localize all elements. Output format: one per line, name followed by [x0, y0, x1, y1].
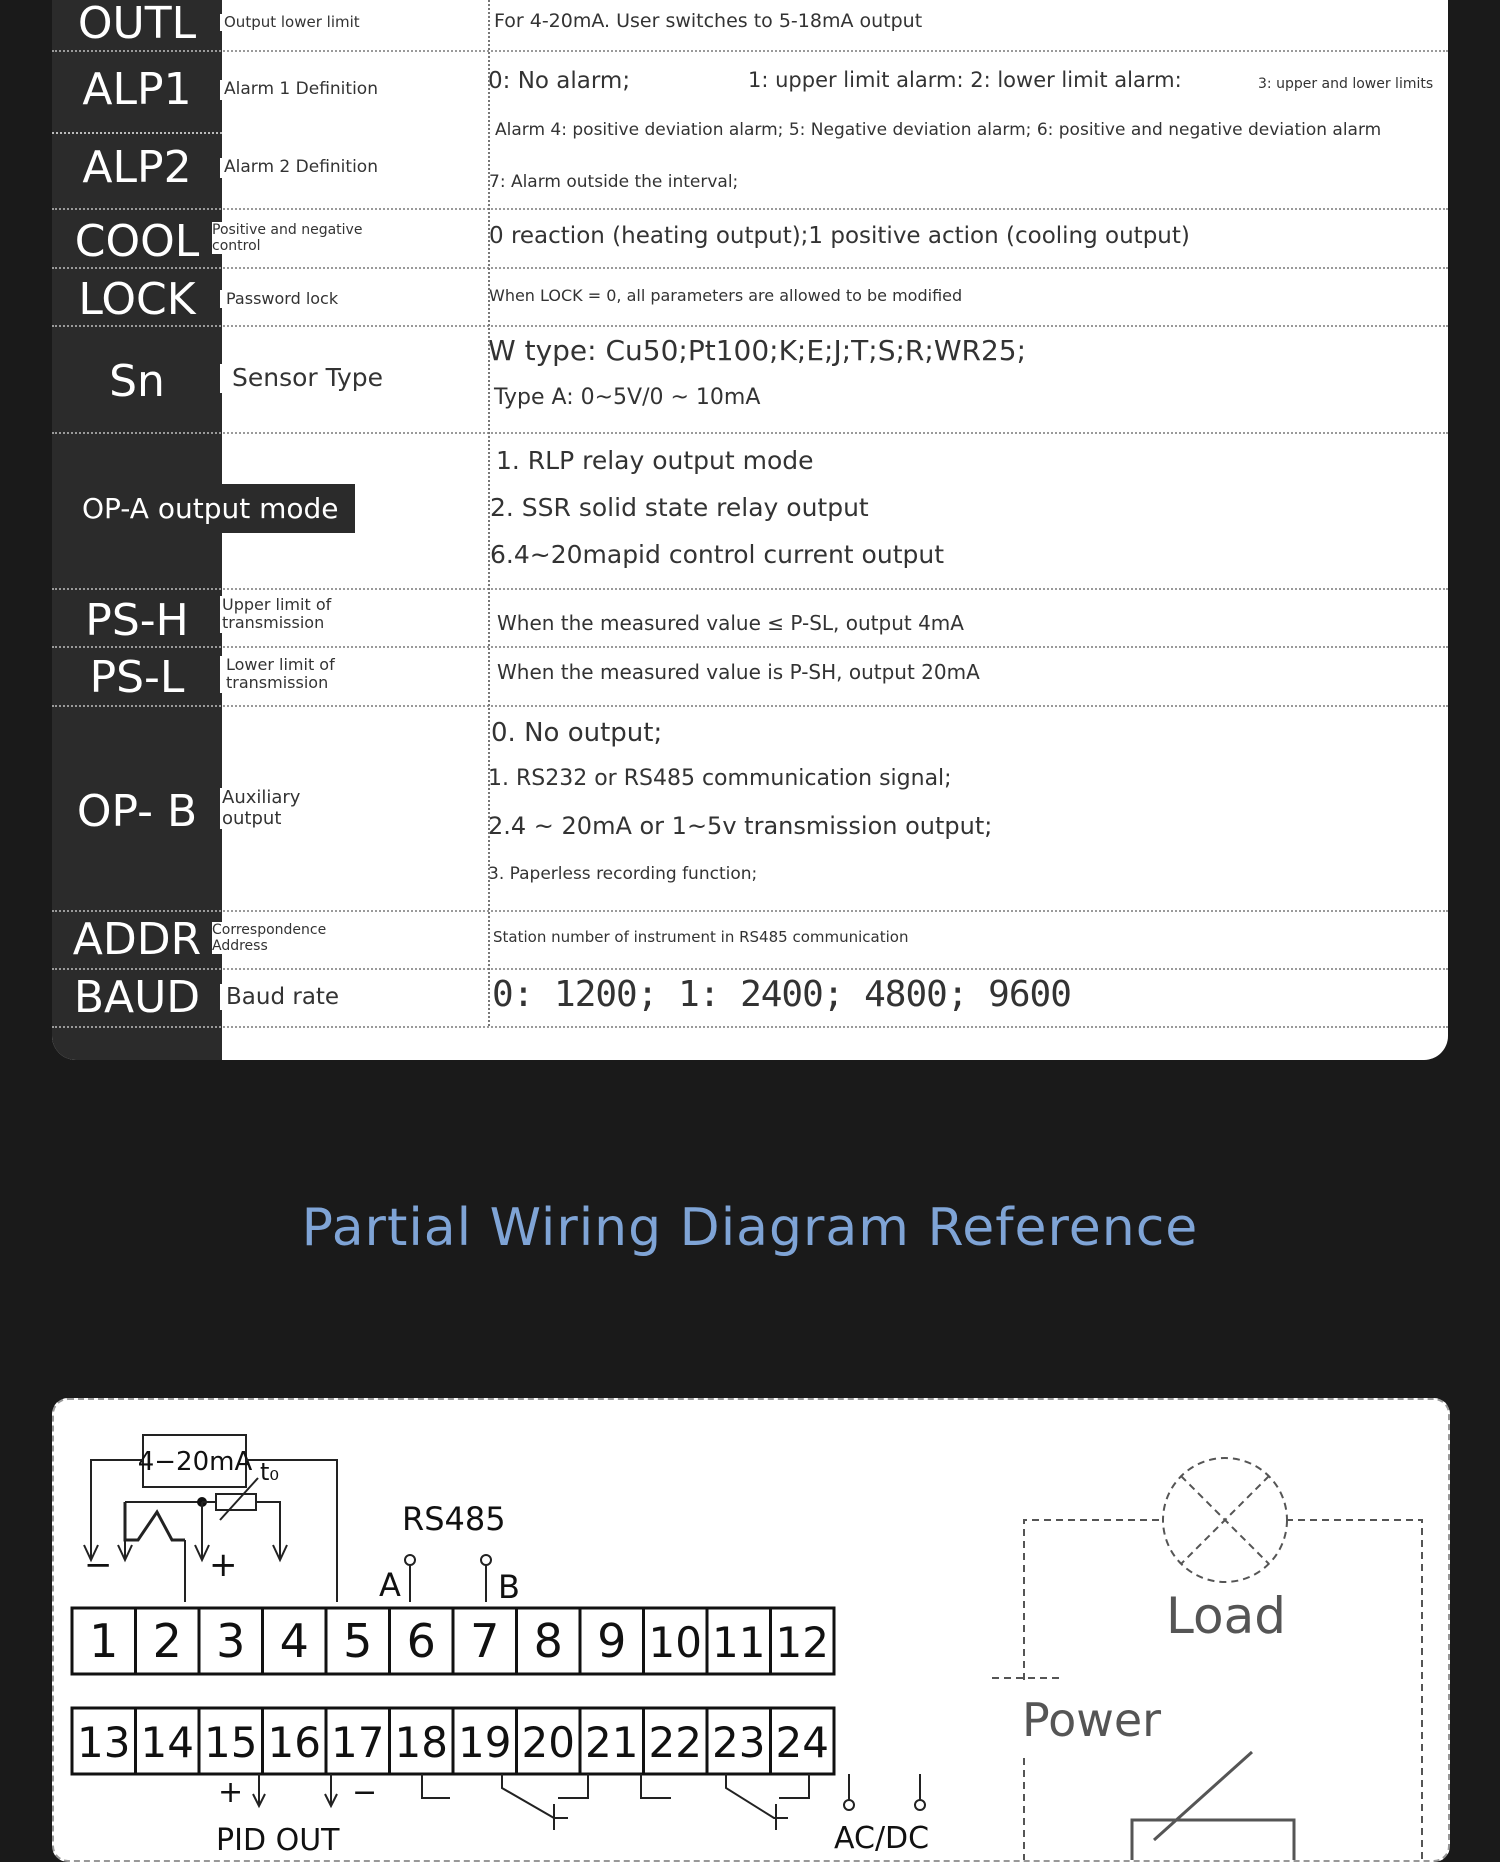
param-desc: 0 reaction (heating output);1 positive action (cooling output)	[489, 223, 1190, 249]
param-name: Correspondence Address	[212, 922, 342, 954]
param-desc: 7: Alarm outside the interval;	[489, 172, 739, 192]
param-name: Positive and negative control	[212, 222, 392, 254]
terminal-number: 17	[331, 1718, 385, 1767]
param-code: OUTL	[77, 0, 197, 49]
param-desc: 1: upper limit alarm: 2: lower limit alarm:	[748, 68, 1182, 92]
param-name: Lower limit of transmission	[220, 656, 346, 693]
param-code: OP-A output mode	[66, 484, 355, 533]
param-desc: For 4-20mA. User switches to 5-18mA output	[494, 10, 923, 32]
param-name: Baud rate	[220, 984, 339, 1010]
wiring-diagram	[52, 1398, 1450, 1862]
param-desc: When the measured value ≤ P-SL, output 4mA	[497, 611, 964, 635]
param-desc: Type A: 0~5V/0 ~ 10mA	[494, 385, 761, 410]
terminal-number: 21	[585, 1718, 639, 1767]
load-label: Load	[1166, 1587, 1286, 1645]
param-code: Sn	[109, 356, 165, 407]
param-desc: 3. Paperless recording function;	[488, 864, 758, 884]
terminal-number: 5	[343, 1614, 373, 1668]
terminal-number: 2	[152, 1614, 182, 1668]
current-label: 4−20mA	[137, 1447, 253, 1477]
param-desc: 0. No output;	[491, 718, 663, 748]
rs485-b-label: B	[498, 1568, 520, 1606]
param-desc: 2.4 ~ 20mA or 1~5v transmission output;	[488, 812, 993, 840]
wiring-title: Partial Wiring Diagram Reference	[301, 1198, 1199, 1258]
param-name: Alarm 1 Definition	[220, 80, 378, 100]
terminal-number: 20	[521, 1718, 575, 1767]
terminal-number: 9	[597, 1614, 627, 1668]
param-desc: Alarm 4: positive deviation alarm; 5: Negative deviation alarm; 6: positive and negative deviation alarm	[495, 120, 1382, 140]
param-name: Alarm 2 Definition	[220, 158, 378, 178]
param-code: COOL	[74, 216, 200, 267]
terminal-number: 19	[458, 1718, 512, 1767]
param-desc: 1. RS232 or RS485 communication signal;	[488, 766, 952, 791]
pid-minus-label: −	[352, 1775, 378, 1810]
terminal-number: 14	[140, 1718, 194, 1767]
terminal-number: 8	[533, 1614, 563, 1668]
power-label: Power	[1022, 1693, 1162, 1747]
param-desc: Station number of instrument in RS485 communication	[493, 928, 909, 946]
terminal-number: 3	[216, 1614, 246, 1668]
param-desc: W type: Cu50;Pt100;K;E;J;T;S;R;WR25;	[488, 334, 1027, 367]
param-name: Upper limit of transmission	[220, 596, 342, 633]
bottom-terminal-row	[72, 1708, 834, 1774]
terminal-number: 4	[279, 1614, 309, 1668]
param-desc: 6.4~20mapid control current output	[490, 540, 945, 569]
terminal-number: 7	[470, 1614, 500, 1668]
param-code: PS-L	[89, 652, 185, 703]
param-name: Auxiliary output	[220, 788, 322, 829]
param-desc: When the measured value is P-SH, output 20mA	[497, 660, 980, 684]
terminal-number: 10	[648, 1618, 702, 1667]
param-code: ALP1	[82, 64, 192, 115]
terminal-number: 1	[89, 1614, 119, 1668]
rs485-label: RS485	[402, 1500, 506, 1538]
pid-out-label: PID OUT	[216, 1823, 340, 1858]
param-desc: When LOCK = 0, all parameters are allowed to be modified	[489, 286, 963, 305]
param-code: BAUD	[73, 972, 201, 1023]
pid-plus-label: +	[218, 1775, 244, 1810]
terminal-number: 24	[775, 1718, 829, 1767]
terminal-number: 11	[712, 1618, 766, 1667]
param-desc: 3: upper and lower limits	[1258, 76, 1434, 92]
terminal-number: 15	[204, 1718, 258, 1767]
terminal-number: 16	[267, 1718, 321, 1767]
parameter-table	[52, 0, 1448, 1060]
terminal-number: 13	[77, 1718, 131, 1767]
param-code: ALP2	[82, 142, 192, 193]
param-code: OP- B	[76, 786, 198, 837]
terminal-number: 12	[775, 1618, 829, 1667]
param-desc: 1. RLP relay output mode	[496, 446, 814, 475]
rs485-a-label: A	[379, 1566, 401, 1604]
tc-plus-label: +	[209, 1545, 238, 1585]
param-desc: 0: No alarm;	[488, 68, 631, 94]
rtd-label: t₀	[260, 1458, 280, 1486]
terminal-number: 18	[394, 1718, 448, 1767]
tc-minus-label: −	[84, 1545, 113, 1585]
param-code: LOCK	[78, 274, 196, 325]
wiring-svg	[54, 1400, 1448, 1860]
param-desc: 2. SSR solid state relay output	[490, 493, 869, 522]
terminal-number: 6	[406, 1614, 436, 1668]
top-terminal-row	[72, 1608, 834, 1674]
param-code: PS-H	[85, 595, 189, 646]
ac-dc-label: AC/DC	[834, 1821, 930, 1856]
terminal-number: 23	[712, 1718, 766, 1767]
terminal-number: 22	[648, 1718, 702, 1767]
param-name: Password lock	[220, 290, 338, 308]
param-name: Sensor Type	[220, 364, 383, 393]
param-code: ADDR	[72, 914, 202, 965]
param-name: Output lower limit	[220, 14, 360, 31]
param-desc: 0: 1200; 1: 2400; 4800; 9600	[492, 974, 1071, 1015]
